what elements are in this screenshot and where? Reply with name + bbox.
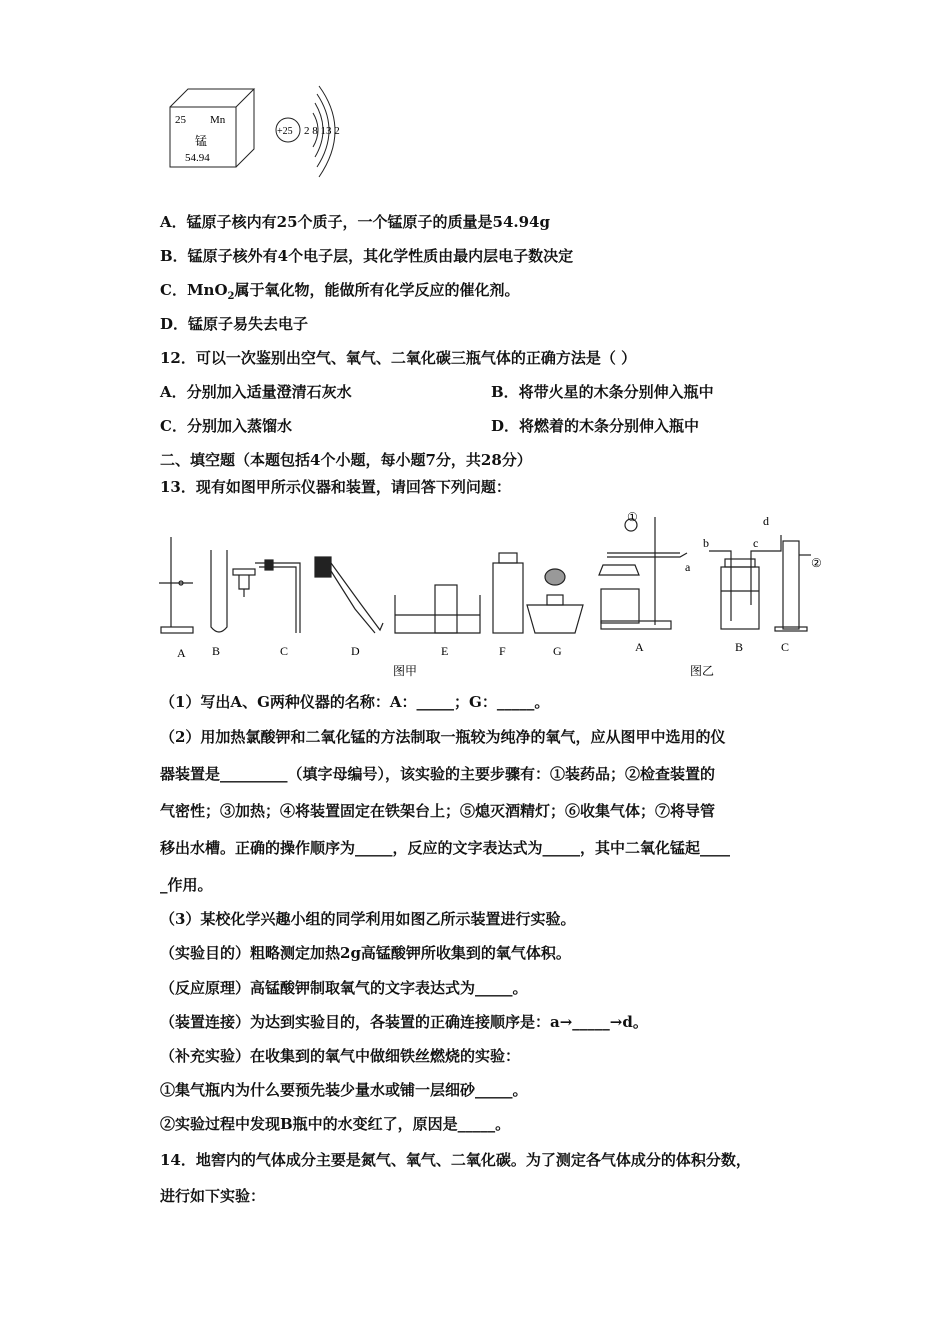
q12-option-c: C．分别加入蒸馏水: [160, 417, 292, 435]
q12-option-b: B．将带火星的木条分别伸入瓶中: [491, 383, 714, 401]
manganese-element-figure: [165, 85, 360, 190]
q11-option-a: A．锰原子核内有25个质子，一个锰原子的质量是54.94g: [160, 213, 550, 231]
label-yi-b: B: [735, 640, 744, 654]
q14-line-1: 14．地窖内的气体成分主要是氮气、氧气、二氧化碳。为了测定各气体成分的体积分数，: [160, 1151, 751, 1169]
label-jia-b: B: [212, 644, 221, 658]
label-jia-d: D: [351, 644, 360, 658]
q13-stem: 13．现有如图甲所示仪器和装置，请回答下列问题：: [160, 478, 511, 496]
q12-option-a: A．分别加入适量澄清石灰水: [160, 383, 352, 401]
q14-line-2: 进行如下实验：: [160, 1187, 266, 1205]
q13-line-10: （装置连接）为达到实验目的，各装置的正确连接顺序是：a→_____→d。: [160, 1013, 648, 1031]
q13-line-8: （实验目的）粗略测定加热2g高锰酸钾所收集到的氧气体积。: [160, 944, 571, 962]
q13-line-4: 气密性；③加热；④将装置固定在铁架台上；⑤熄灭酒精灯；⑥收集气体；⑦将导管: [160, 802, 716, 820]
label-yi-c: C: [781, 640, 790, 654]
q13-line-9: （反应原理）高锰酸钾制取氧气的文字表达式为_____。: [160, 979, 528, 997]
label-yi-port-b: b: [703, 536, 709, 550]
atomic-number: 25: [175, 114, 186, 126]
q11-option-c: C．MnO$_2$属于氧化物，能做所有化学反应的催化剂。: [160, 281, 520, 302]
element-name: 锰: [195, 134, 208, 148]
label-yi-a: A: [635, 640, 644, 654]
atomic-mass: 54.94: [185, 152, 210, 164]
q11-option-b: B．锰原子核外有4个电子层，其化学性质由最内层电子数决定: [160, 247, 574, 265]
q13-line-7: （3）某校化学兴趣小组的同学利用如图乙所示装置进行实验。: [160, 910, 576, 928]
q12-option-d: D．将燃着的木条分别伸入瓶中: [491, 417, 700, 435]
label-yi-port-c: c: [753, 536, 759, 550]
q13-line-5: 移出水槽。正确的操作顺序为_____，反应的文字表达式为_____，其中二氧化锰起____: [160, 839, 731, 857]
caption-jia: 图甲: [393, 664, 418, 678]
element-symbol: Mn: [210, 114, 226, 126]
q13-line-2: （2）用加热氯酸钾和二氧化锰的方法制取一瓶较为纯净的氧气，应从图甲中选用的仪: [160, 728, 726, 746]
label-jia-g: G: [553, 644, 562, 658]
q13-line-11: （补充实验）在收集到的氧气中做细铁丝燃烧的实验：: [160, 1047, 521, 1065]
caption-yi: 图乙: [690, 664, 715, 678]
q13-line-3: 器装置是_________（填字母编号），该实验的主要步骤有：①装药品；②检查装置的: [160, 765, 716, 783]
section-heading: 二、填空题（本题包括4个小题，每小题7分，共28分）: [160, 451, 532, 469]
q12-stem: 12．可以一次鉴别出空气、氧气、二氧化碳三瓶气体的正确方法是（ ）: [160, 349, 637, 367]
label-jia-a: A: [177, 646, 186, 660]
label-jia-f: F: [499, 644, 506, 658]
nucleus-charge: +25: [277, 126, 293, 137]
label-yi-port-d: d: [763, 514, 769, 528]
label-yi-port-a: a: [685, 560, 691, 574]
electron-shells: 2 8 13 2: [304, 125, 340, 137]
label-jia-e: E: [441, 644, 449, 658]
label-yi-circle-1: ①: [627, 510, 638, 524]
label-jia-c: C: [280, 644, 289, 658]
label-yi-circle-2: ②: [811, 556, 822, 570]
q13-line-13: ②实验过程中发现B瓶中的水变红了，原因是_____。: [160, 1115, 511, 1133]
q13-line-12: ①集气瓶内为什么要预先装少量水或铺一层细砂_____。: [160, 1081, 528, 1099]
q13-line-1: （1）写出A、G两种仪器的名称：A：_____；G：_____。: [160, 693, 550, 711]
apparatus-figure: [155, 505, 835, 685]
q11-option-d: D．锰原子易失去电子: [160, 315, 309, 333]
q13-line-6: _作用。: [160, 876, 213, 894]
